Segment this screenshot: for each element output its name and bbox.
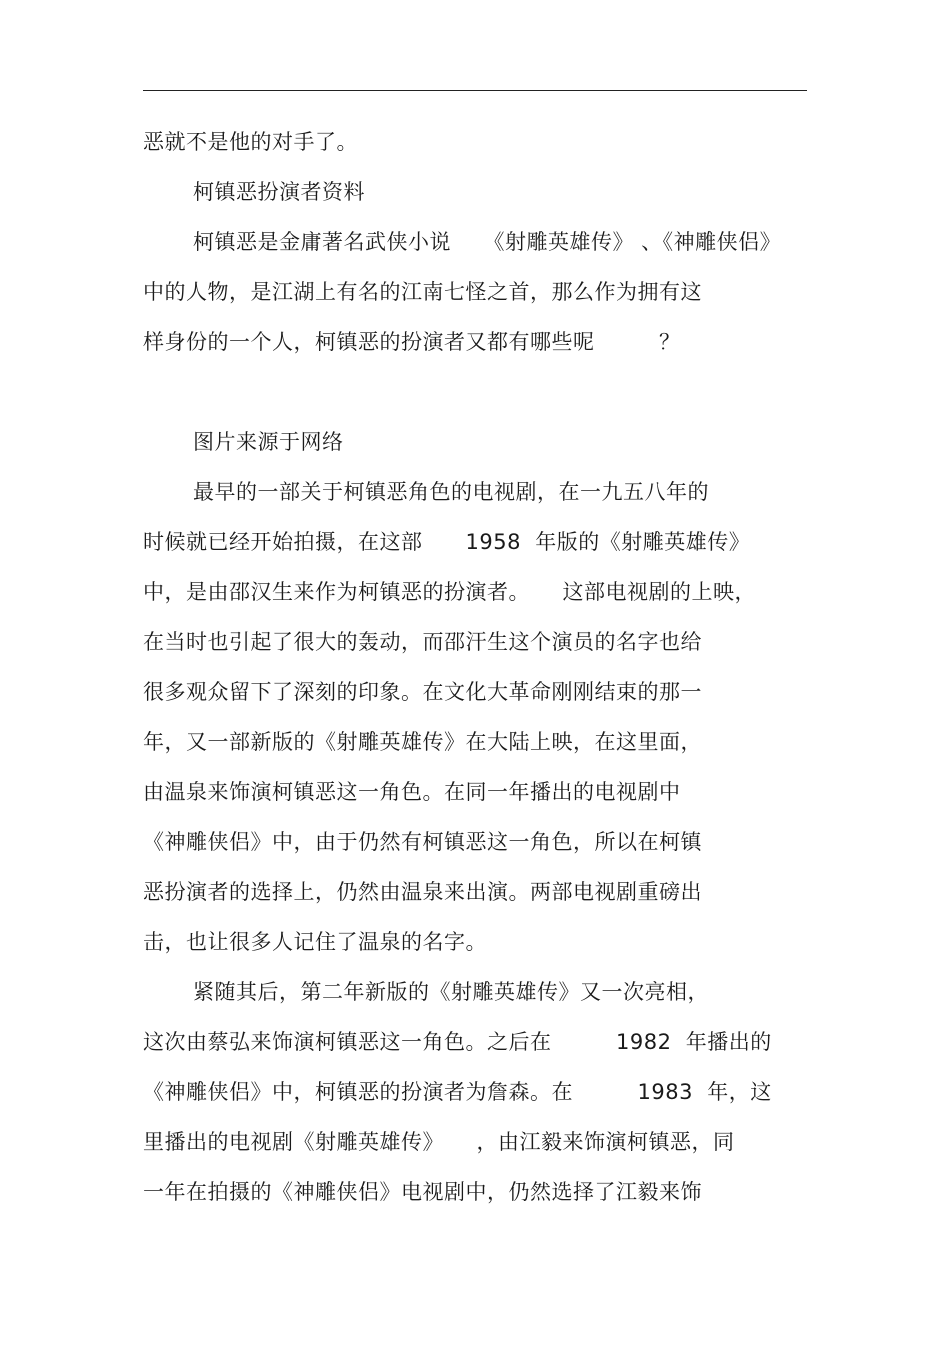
header-rule [143,90,807,91]
text-line-7: 最早的一部关于柯镇恶角色的电视剧，在一九五八年的 [193,480,709,504]
text-line-16: 击，也让很多人记住了温泉的名字。 [143,930,487,954]
text-line-2: 柯镇恶扮演者资料 [193,180,365,204]
text-line-5: 样身份的一个人，柯镇恶的扮演者又都有哪些呢 ？ [143,330,681,354]
text-line-9: 中，是由邵汉生来作为柯镇恶的扮演者。 这部电视剧的上映， [143,580,756,604]
text-line-13: 由温泉来饰演柯镇恶这一角色。在同一年播出的电视剧中 [143,780,681,804]
text-line-21: 一年在拍摄的《神雕侠侣》电视剧中，仍然选择了江毅来饰 [143,1180,702,1204]
text-line-14: 《神雕侠侣》中，由于仍然有柯镇恶这一角色，所以在柯镇 [143,830,702,854]
text-line-15: 恶扮演者的选择上，仍然由温泉来出演。两部电视剧重磅出 [143,880,702,904]
text-line-12: 年，又一部新版的《射雕英雄传》在大陆上映，在这里面， [143,730,702,754]
text-line-18: 这次由蔡弘来饰演柯镇恶这一角色。之后在 1982 年播出的 [143,1030,772,1054]
text-line-6: 图片来源于网络 [193,430,344,454]
text-line-3: 柯镇恶是金庸著名武侠小说 《射雕英雄传》 、《神雕侠侣》 [193,230,782,254]
text-line-10: 在当时也引起了很大的轰动，而邵汗生这个演员的名字也给 [143,630,702,654]
text-line-8: 时候就已经开始拍摄，在这部 1958 年版的《射雕英雄传》 [143,530,751,554]
text-line-17: 紧随其后，第二年新版的《射雕英雄传》又一次亮相， [193,980,709,1004]
text-line-4: 中的人物，是江湖上有名的江南七怪之首，那么作为拥有这 [143,280,702,304]
text-line-1: 恶就不是他的对手了。 [143,130,358,154]
text-line-19: 《神雕侠侣》中，柯镇恶的扮演者为詹森。在 1983 年，这 [143,1080,772,1104]
text-line-11: 很多观众留下了深刻的印象。在文化大革命刚刚结束的那一 [143,680,702,704]
text-line-20: 里播出的电视剧《射雕英雄传》 ，由江毅来饰演柯镇恶，同 [143,1130,735,1154]
